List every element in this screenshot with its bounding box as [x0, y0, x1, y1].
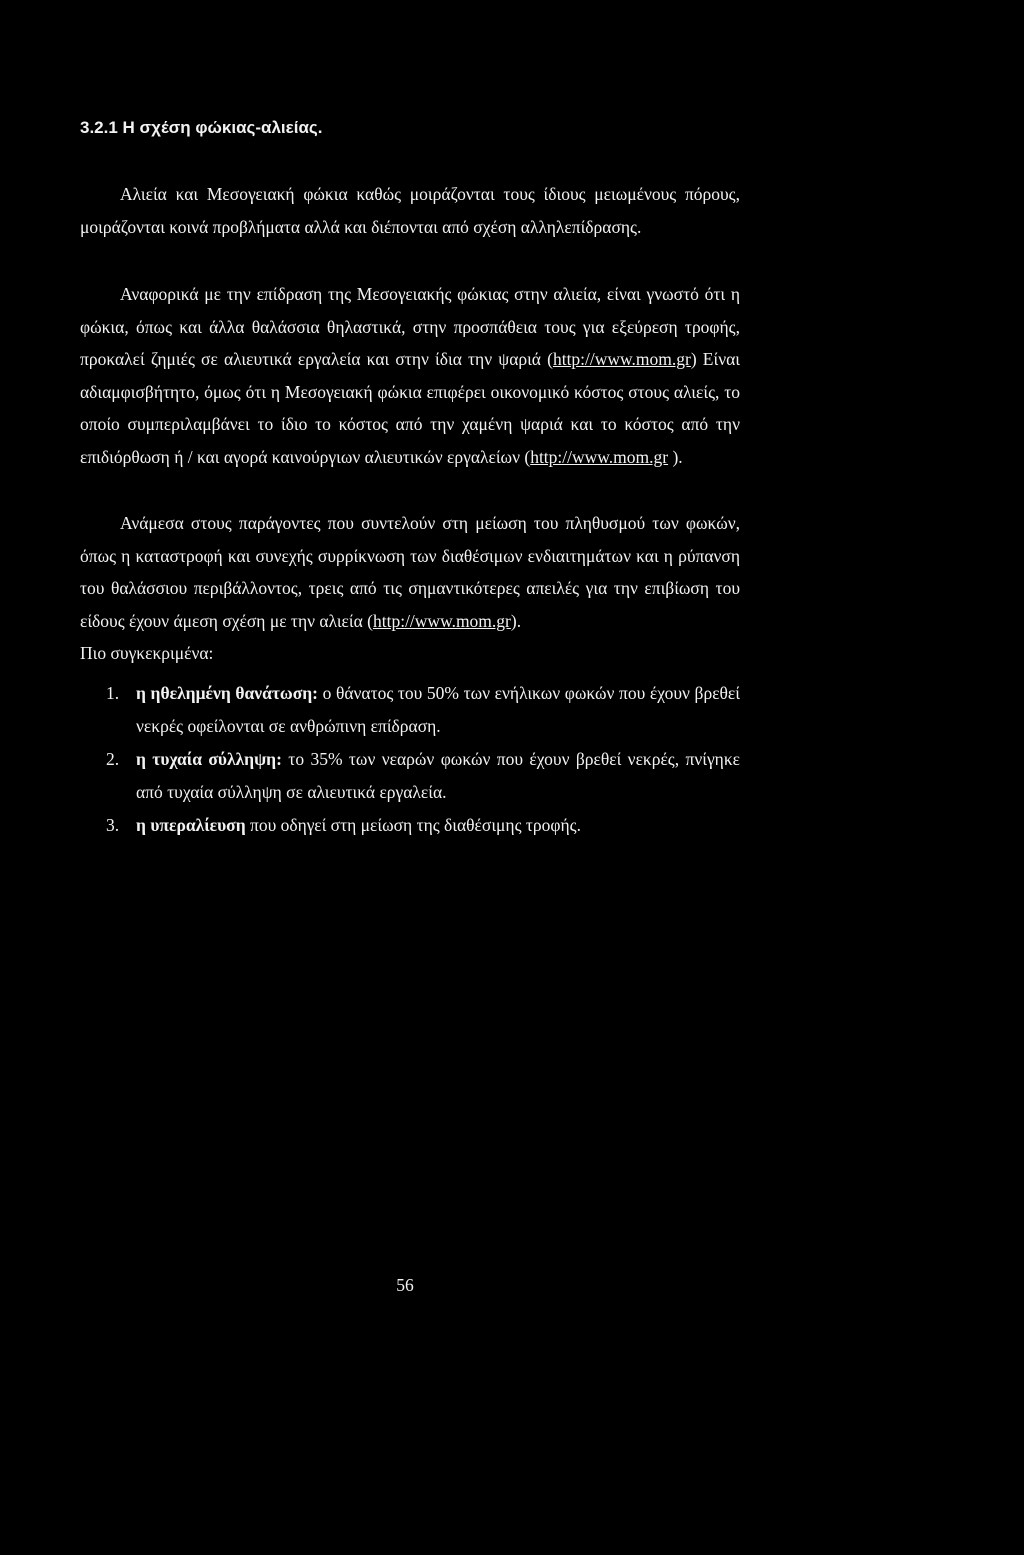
- list-intro: Πιο συγκεκριμένα:: [80, 643, 214, 664]
- list-item: [80, 809, 740, 842]
- list-item: [80, 677, 740, 743]
- list-item-number: 2.: [106, 749, 120, 769]
- paragraph-text: Ανάμεσα στους παράγοντες που συντελούν στη μείωση του πληθυσμού των φωκών, όπως η καταστροφή και συνεχής συρρίκνωση των διαθέσιμων ενδιαιτημάτων και η ρύπανση του θαλάσσιου περιβάλλοντος, τρεις από τις σημαντικότερες απειλές για την επιβίωση του είδους έχουν άμεση σχέση με την αλιεία (: [80, 513, 740, 631]
- list-item-number: 3.: [106, 815, 120, 835]
- paragraph-fishing-seal-intro: [80, 178, 740, 243]
- list-item-term: η υπεραλίευση: [136, 815, 246, 835]
- page-number: 56: [396, 1275, 414, 1295]
- list-item-text: που οδηγεί στη μείωση της διαθέσιμης τροφής.: [245, 815, 581, 835]
- reference-link[interactable]: http://www.mom.gr: [530, 446, 669, 467]
- section-heading: 3.2.1 Η σχέση φώκιας-αλιείας.: [80, 118, 323, 137]
- threats-list: [80, 677, 740, 842]
- list-item-term: η ηθελημένη θανάτωση:: [136, 683, 318, 703]
- paragraph-text-block: [80, 507, 740, 637]
- list-item-number: 1.: [106, 683, 120, 703]
- paragraph-text: Αναφορικά με την επίδραση της Μεσογειακής φώκιας στην αλιεία, είναι γνωστό ότι η φώκια, όπως και άλλα θαλάσσια θηλαστικά, στην προσπάθεια τους για εξεύρεση τροφής, προκαλεί ζημιές σε αλιευτικά εργαλεία και στην ίδια την ψαριά (: [80, 284, 740, 370]
- reference-link[interactable]: http://www.mom.gr: [372, 610, 511, 631]
- list-item: [80, 743, 740, 809]
- list-item-text: το 35% των νεαρών φωκών που έχουν βρεθεί νεκρές, πνίγηκε από τυχαία σύλληψη σε αλιευτικά εργαλεία.: [136, 749, 740, 802]
- reference-link[interactable]: http://www.mom.gr: [552, 349, 691, 370]
- paragraph-text: ) Είναι αδιαμφισβήτητο, όμως ότι η Μεσογειακή φώκια επιφέρει οικονομικό κόστος στους αλιείς, το οποίο συμπεριλαμβάνει το ίδιο το κόστος από την χαμένη ψαριά και το κόστος από την επιδιόρθωση ή / και αγορά καινούργιων αλιευτικών εργαλείων (: [80, 349, 740, 467]
- list-item-text: ο θάνατος του 50% των ενήλικων φωκών που έχουν βρεθεί νεκρές οφείλονται σε ανθρώπινη επίδραση.: [136, 683, 740, 736]
- paragraph-text: ).: [668, 446, 683, 467]
- paragraph-threats: [80, 507, 740, 670]
- paragraph-seal-impact: [80, 278, 740, 474]
- list-item-term: η τυχαία σύλληψη:: [136, 749, 282, 769]
- paragraph-text: ).: [510, 610, 522, 631]
- paragraph-text: Αλιεία και Μεσογειακή φώκια καθώς μοιράζονται τους ίδιους μειωμένους πόρους, μοιράζονται κοινά προβλήματα αλλά και διέπονται από σχέση αλληλεπίδρασης.: [80, 184, 740, 237]
- paragraph-text-block: [80, 278, 740, 474]
